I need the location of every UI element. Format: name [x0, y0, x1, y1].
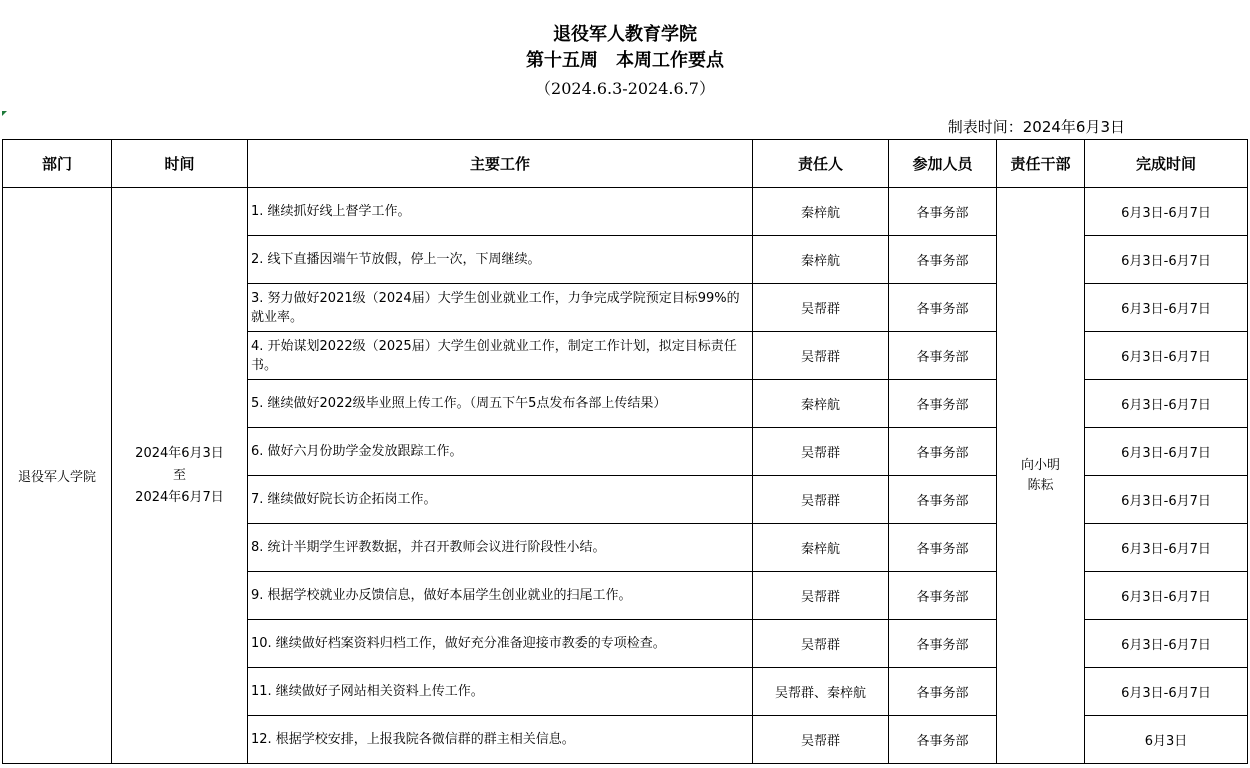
participants-cell: 各事务部 [889, 476, 997, 524]
header-owner: 责任人 [753, 140, 889, 188]
time-start: 2024年6月3日 [135, 445, 224, 461]
finish-cell: 6月3日-6月7日 [1085, 380, 1248, 428]
header-row [3, 140, 1248, 188]
participants-cell: 各事务部 [889, 380, 997, 428]
made-time: 制表时间：2024年6月3日 [947, 118, 1125, 136]
header-task: 主要工作 [248, 140, 753, 188]
header-leaders: 责任干部 [997, 140, 1085, 188]
task-cell: 11. 继续做好子网站相关资料上传工作。 [248, 668, 753, 716]
owner-cell: 秦梓航 [753, 524, 889, 572]
header-time: 时间 [112, 140, 248, 188]
task-cell: 3. 努力做好2021级（2024届）大学生创业就业工作，力争完成学院预定目标99%的就业率。 [248, 284, 753, 332]
finish-cell: 6月3日-6月7日 [1085, 332, 1248, 380]
owner-cell: 秦梓航 [753, 188, 889, 236]
finish-cell: 6月3日-6月7日 [1085, 284, 1248, 332]
owner-cell: 吴帮群 [753, 572, 889, 620]
header-dept: 部门 [3, 140, 112, 188]
time-end: 2024年6月7日 [135, 489, 224, 505]
leaders-cell [997, 188, 1085, 764]
participants-cell: 各事务部 [889, 572, 997, 620]
task-cell: 10. 继续做好档案资料归档工作，做好充分准备迎接市教委的专项检查。 [248, 620, 753, 668]
owner-cell: 吴帮群 [753, 284, 889, 332]
participants-cell: 各事务部 [889, 188, 997, 236]
task-cell: 1. 继续抓好线上督学工作。 [248, 188, 753, 236]
participants-cell: 各事务部 [889, 332, 997, 380]
finish-cell: 6月3日-6月7日 [1085, 668, 1248, 716]
owner-cell: 秦梓航 [753, 380, 889, 428]
participants-cell: 各事务部 [889, 428, 997, 476]
participants-cell: 各事务部 [889, 524, 997, 572]
finish-cell: 6月3日-6月7日 [1085, 620, 1248, 668]
finish-cell: 6月3日-6月7日 [1085, 188, 1248, 236]
finish-cell: 6月3日-6月7日 [1085, 428, 1248, 476]
task-cell: 2. 线下直播因端午节放假，停上一次，下周继续。 [248, 236, 753, 284]
owner-cell: 吴帮群 [753, 332, 889, 380]
dept-cell: 退役军人学院 [3, 188, 112, 764]
finish-cell: 6月3日-6月7日 [1085, 524, 1248, 572]
owner-cell: 吴帮群 [753, 716, 889, 764]
date-range: （2024.6.3-2024.6.7） [535, 79, 715, 98]
task-cell: 5. 继续做好2022级毕业照上传工作。（周五下午5点发布各部上传结果） [248, 380, 753, 428]
owner-cell: 吴帮群 [753, 476, 889, 524]
header-finish: 完成时间 [1085, 140, 1248, 188]
owner-cell: 吴帮群、秦梓航 [753, 668, 889, 716]
task-cell: 12. 根据学校安排，上报我院各微信群的群主相关信息。 [248, 716, 753, 764]
header-participants: 参加人员 [889, 140, 997, 188]
time-cell [112, 188, 248, 764]
work-table [2, 139, 1248, 764]
task-cell: 4. 开始谋划2022级（2025届）大学生创业就业工作，制定工作计划，拟定目标责任书。 [248, 332, 753, 380]
finish-cell: 6月3日 [1085, 716, 1248, 764]
participants-cell: 各事务部 [889, 620, 997, 668]
participants-cell: 各事务部 [889, 236, 997, 284]
owner-cell: 秦梓航 [753, 236, 889, 284]
finish-cell: 6月3日-6月7日 [1085, 476, 1248, 524]
cell-marker-icon [2, 111, 7, 116]
leader-1: 向小明 [1020, 457, 1060, 473]
title-block [0, 0, 1250, 112]
owner-cell: 吴帮群 [753, 620, 889, 668]
leader-2: 陈耘 [1027, 477, 1054, 493]
task-cell: 6. 做好六月份助学金发放跟踪工作。 [248, 428, 753, 476]
org-title: 退役军人教育学院 [553, 24, 697, 45]
owner-cell: 吴帮群 [753, 428, 889, 476]
finish-cell: 6月3日-6月7日 [1085, 236, 1248, 284]
task-cell: 7. 继续做好院长访企拓岗工作。 [248, 476, 753, 524]
participants-cell: 各事务部 [889, 668, 997, 716]
participants-cell: 各事务部 [889, 284, 997, 332]
week-title: 第十五周 本周工作要点 [526, 50, 724, 71]
task-cell: 8. 统计半期学生评教数据，并召开教师会议进行阶段性小结。 [248, 524, 753, 572]
participants-cell: 各事务部 [889, 716, 997, 764]
finish-cell: 6月3日-6月7日 [1085, 572, 1248, 620]
table-row [3, 188, 1248, 236]
task-cell: 9. 根据学校就业办反馈信息，做好本届学生创业就业的扫尾工作。 [248, 572, 753, 620]
time-to: 至 [172, 467, 186, 483]
